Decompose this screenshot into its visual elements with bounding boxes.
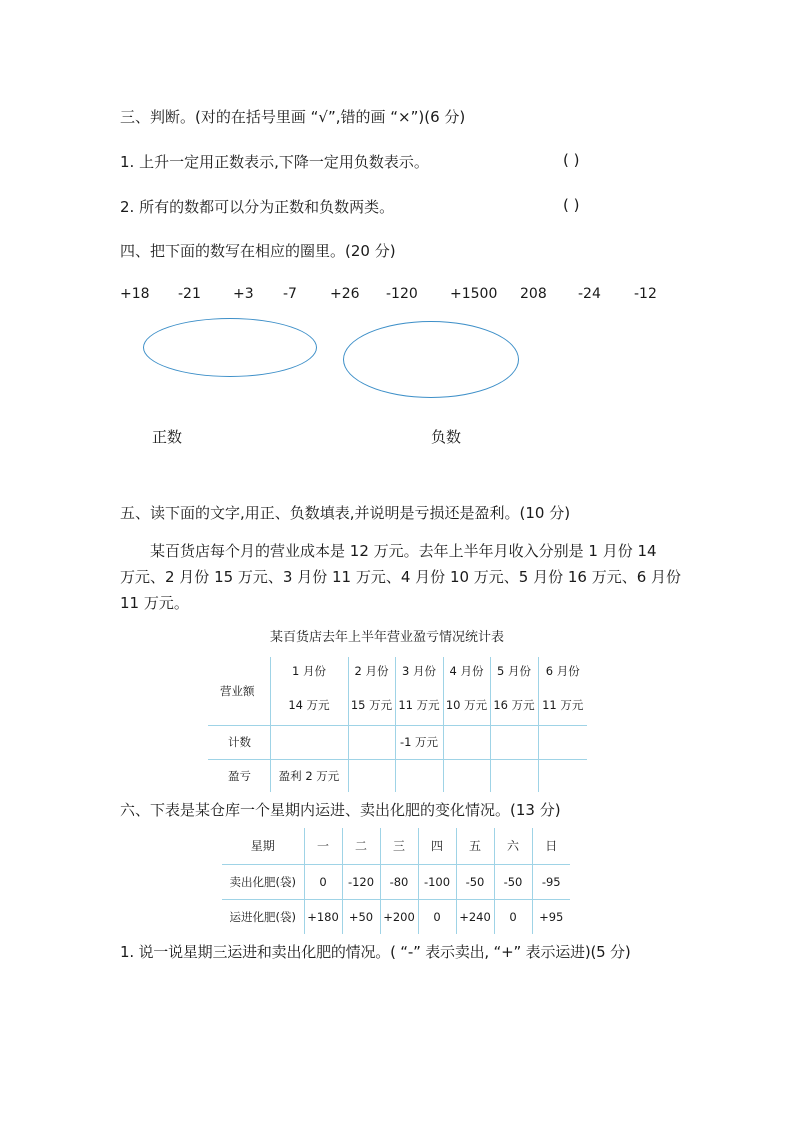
number-item: -7 <box>283 286 297 302</box>
header-cell: 三 <box>380 828 418 864</box>
answer-paren-3-2[interactable]: ( ) <box>563 196 580 214</box>
revenue-cell: 16 万元 <box>490 685 538 725</box>
answer-paren-3-1[interactable]: ( ) <box>563 151 580 169</box>
table-cell: 0 <box>494 899 532 934</box>
number-item: -21 <box>178 286 201 302</box>
row-label-shipped-in: 运进化肥(袋) <box>222 899 304 934</box>
negative-label: 负数 <box>431 428 462 446</box>
month-header: 2 月份 <box>348 657 395 685</box>
revenue-cell: 14 万元 <box>270 685 348 725</box>
header-cell: 二 <box>342 828 380 864</box>
revenue-cell: 15 万元 <box>348 685 395 725</box>
header-cell: 五 <box>456 828 494 864</box>
number-item: +3 <box>233 286 254 302</box>
number-item: +26 <box>330 286 360 302</box>
question-6-1: 1. 说一说星期三运进和卖出化肥的情况。( “-” 表示卖出, “+” 表示运进)(5 分) <box>120 943 631 961</box>
header-cell: 日 <box>532 828 570 864</box>
table-cell: +240 <box>456 899 494 934</box>
question-3-1: 1. 上升一定用正数表示,下降一定用负数表示。 <box>120 153 429 171</box>
paragraph-line: 万元、2 月份 15 万元、3 月份 11 万元、4 月份 10 万元、5 月份 16 万元、6 月份 <box>120 568 682 586</box>
header-cell: 四 <box>418 828 456 864</box>
row-label-count: 计数 <box>208 725 270 759</box>
count-cell[interactable] <box>270 725 348 759</box>
table-cell: +95 <box>539 909 564 924</box>
count-cell[interactable] <box>490 725 538 759</box>
table-cell: -95 <box>532 864 570 899</box>
table-cell: +180 <box>304 899 342 934</box>
table-cell: 0 <box>304 864 342 899</box>
section3-title: 三、判断。(对的在括号里画 “√”,错的画 “×”)(6 分) <box>120 108 466 126</box>
count-cell[interactable] <box>348 725 395 759</box>
positive-number-circle[interactable] <box>143 318 317 377</box>
number-item: +18 <box>120 286 150 302</box>
table-cell: -50 <box>456 864 494 899</box>
paragraph-line: 11 万元。 <box>120 594 189 612</box>
row-label-revenue: 营业额 <box>208 657 270 725</box>
profit-loss-table <box>208 657 587 792</box>
profit-loss-cell[interactable] <box>538 759 587 792</box>
row-label-profit-loss: 盈亏 <box>208 759 270 792</box>
section5-title: 五、读下面的文字,用正、负数填表,并说明是亏损还是盈利。(10 分) <box>120 504 571 522</box>
profit-loss-cell[interactable] <box>395 759 443 792</box>
number-item: +1500 <box>450 286 498 302</box>
number-item: -24 <box>578 286 601 302</box>
number-item: -12 <box>634 286 657 302</box>
count-cell[interactable] <box>538 725 587 759</box>
table-cell: -50 <box>494 864 532 899</box>
section4-title: 四、把下面的数写在相应的圈里。(20 分) <box>120 242 396 260</box>
month-header: 5 月份 <box>490 657 538 685</box>
revenue-cell: 11 万元 <box>395 685 443 725</box>
table-cell: -80 <box>380 864 418 899</box>
month-header: 1 月份 <box>270 657 348 685</box>
profit-loss-cell[interactable] <box>348 759 395 792</box>
header-cell: 六 <box>494 828 532 864</box>
paragraph-line: 某百货店每个月的营业成本是 12 万元。去年上半年月收入分别是 1 月份 14 <box>150 542 657 560</box>
count-cell[interactable]: -1 万元 <box>395 725 443 759</box>
month-header: 3 月份 <box>395 657 443 685</box>
revenue-cell: 10 万元 <box>443 685 490 725</box>
table-cell: -100 <box>418 864 456 899</box>
profit-loss-cell[interactable] <box>443 759 490 792</box>
positive-label: 正数 <box>152 428 183 446</box>
question-3-2: 2. 所有的数都可以分为正数和负数两类。 <box>120 198 395 216</box>
month-header: 4 月份 <box>443 657 490 685</box>
count-cell[interactable] <box>443 725 490 759</box>
table-cell: +50 <box>342 899 380 934</box>
revenue-cell: 11 万元 <box>538 685 587 725</box>
header-cell: 星期 <box>222 828 304 864</box>
header-cell: 一 <box>304 828 342 864</box>
table-cell: +200 <box>380 899 418 934</box>
negative-number-circle[interactable] <box>343 321 519 398</box>
section6-title: 六、下表是某仓库一个星期内运进、卖出化肥的变化情况。(13 分) <box>120 801 561 819</box>
row-label-sold: 卖出化肥(袋) <box>222 864 304 899</box>
fertilizer-table <box>222 828 570 934</box>
table-cell: 0 <box>418 899 456 934</box>
profit-loss-cell[interactable] <box>490 759 538 792</box>
table-title: 某百货店去年上半年营业盈亏情况统计表 <box>270 630 505 645</box>
table-cell: -120 <box>342 864 380 899</box>
month-header: 6 月份 <box>545 664 580 678</box>
profit-loss-cell[interactable]: 盈利 2 万元 <box>270 759 348 792</box>
number-item: -120 <box>386 286 418 302</box>
number-item: 208 <box>520 286 547 302</box>
